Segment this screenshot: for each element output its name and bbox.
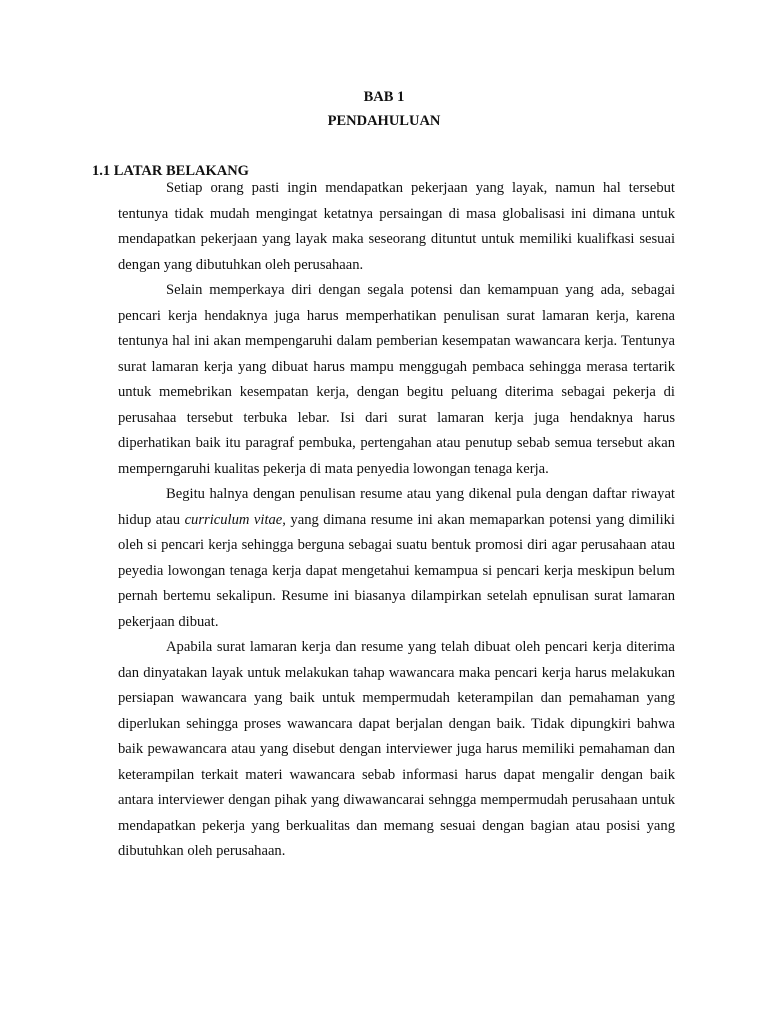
paragraph-4: Apabila surat lamaran kerja dan resume yang telah dibuat oleh pencari kerja diterima dan dinyatakan layak untuk melakukan tahap wawancara maka pencari kerja harus melakukan persiapan wawancara yang baik untuk mempermudah keterampilan dan pemahaman yang diperlukan sehingga proses wawancara dapat berjalan dengan baik. Tidak dipungkiri bahwa baik pewawancara atau yang disebut dengan interviewer juga harus memiliki pemahaman dan keterampilan terkait materi wawancara sebab informasi harus dapat mengalir dengan baik antara interviewer dengan pihak yang diwawancarai sehngga mempermudah perusahaan untuk mendapatkan pekerja yang berkualitas dan memang sesuai dengan bagian atau posisi yang dibutuhkan oleh perusahaan. [118,639,675,859]
body-text [118,176,675,865]
paragraph-3 [118,482,675,635]
paragraph-3-italic-term: curriculum vitae [184,511,283,528]
paragraph-3-text-start: Begitu halnya dengan penulisan resume atau yang dikenal pula dengan daftar riwayat hidup atau [118,486,675,528]
chapter-title: PENDAHULUAN [327,113,441,129]
paragraph-2: Selain memperkaya diri dengan segala potensi dan kemampuan yang ada, sebagai pencari kerja hendaknya juga harus memperhatikan penulisan surat lamaran kerja, karena tentunya hal ini akan mempengaruhi dalam pemberian kesempatan wawancara kerja. Tentunya surat lamaran kerja yang dibuat harus mampu menggugah pembaca sehingga merasa tertarik untuk memebrikan kesempatan kerja, dengan begitu peluang diterima sebagai pekerja di perusahaa tersebut terbuka lebar. Isi dari surat lamaran kerja juga hendaknya harus diperhatikan baik itu paragraf pembuka, pertengahan atau penutup sebab semua tersebut akan memperngaruhi kualitas pekerja di mata penyedia lowongan tenaga kerja. [118,282,675,477]
section-title: 1.1 LATAR BELAKANG [92,163,249,179]
paragraph-3-text-end: , yang dimana resume ini akan memaparkan potensi yang dimiliki oleh si pencari kerja sehingga berguna sebagai suatu bentuk promosi diri agar perusahaan atau peyedia lowongan tenaga kerja dapat mengetahui kemampua si pencari kerja meskipun belum pernah bertemu sekalipun. Resume ini biasanya dilampirkan setelah epnulisan surat lamaran pekerjaan dibuat. [118,511,675,630]
paragraph-1: Setiap orang pasti ingin mendapatkan pekerjaan yang layak, namun hal tersebut tentunya tidak mudah mengingat ketatnya persaingan di masa globalisasi ini dimana untuk mendapatkan pekerjaan yang layak maka seseorang dituntut untuk memiliki kualifkasi sesuai dengan yang dibutuhkan oleh perusahaan. [118,180,675,273]
chapter-label: BAB 1 [363,89,405,105]
